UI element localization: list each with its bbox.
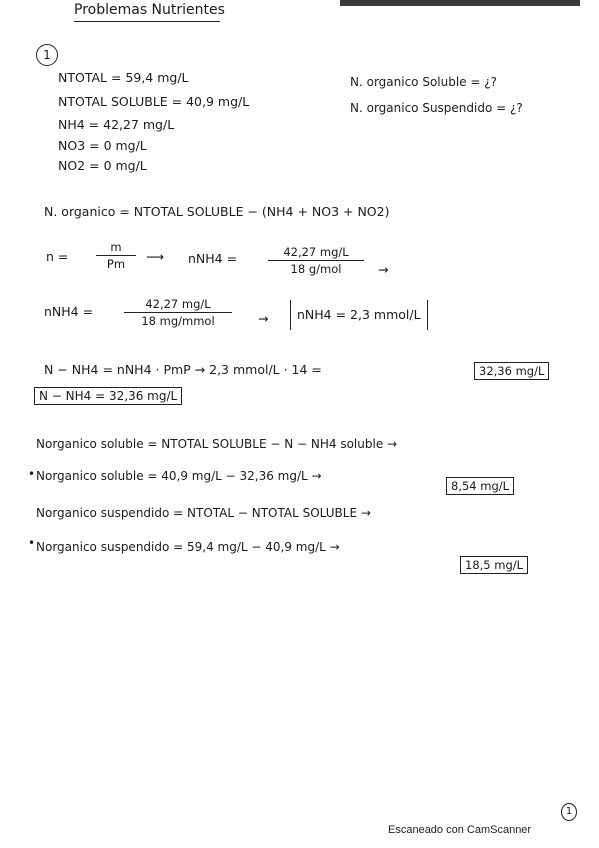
norg-formula: N. organico = NTOTAL SOLUBLE − (NH4 + NO3 + NO2) [44, 204, 390, 219]
arrow-3: → [258, 311, 269, 326]
nnh4-den: 18 g/mol [290, 262, 342, 276]
susp-calc: Norganico suspendido = 59,4 mg/L − 40,9 mg/L → [36, 540, 340, 554]
n-formula-fraction [96, 240, 136, 271]
nnh4-lhs: nNH4 = [188, 251, 238, 266]
given-ntotal: NTOTAL = 59,4 mg/L [58, 70, 189, 85]
given-ntotal-soluble: NTOTAL SOLUBLE = 40,9 mg/L [58, 94, 250, 109]
page-title: Problemas Nutrientes [74, 2, 225, 18]
n-nh4-value-box: 32,36 mg/L [474, 362, 549, 380]
question-soluble: N. organico Soluble = ¿? [350, 75, 497, 89]
scan-edge [340, 0, 580, 6]
arrow-2: → [378, 262, 389, 277]
n-formula-den: Pm [106, 257, 126, 271]
n-nh4-calc: N − NH4 = nNH4 · PmP → 2,3 mmol/L · 14 = [44, 362, 322, 377]
nnh4-fraction-2 [124, 297, 232, 328]
given-no2: NO2 = 0 mg/L [58, 158, 147, 173]
n-formula-lhs: n = [46, 249, 69, 264]
susp-formula: Norganico suspendido = NTOTAL − NTOTAL SOLUBLE → [36, 506, 371, 520]
sol-result-box: 8,54 mg/L [446, 477, 514, 495]
sol-calc: Norganico soluble = 40,9 mg/L − 32,36 mg/L → [36, 469, 322, 483]
nnh4-fraction [268, 245, 364, 276]
nnh4-num-2: 42,27 mg/L [124, 297, 232, 313]
n-formula-num: m [96, 240, 136, 256]
nnh4-result: nNH4 = 2,3 mmol/L [290, 300, 428, 330]
bullet-1: • [28, 467, 36, 481]
scanner-watermark: Escaneado con CamScanner [388, 824, 532, 836]
question-suspendido: N. organico Suspendido = ¿? [350, 101, 523, 115]
nnh4-den-2: 18 mg/mmol [141, 314, 215, 328]
page-number: 1 [561, 803, 577, 821]
nnh4-lhs-2: nNH4 = [44, 304, 94, 319]
n-nh4-result-box: N − NH4 = 32,36 mg/L [34, 387, 182, 405]
given-no3: NO3 = 0 mg/L [58, 138, 147, 153]
title-underline [74, 21, 220, 22]
nnh4-num: 42,27 mg/L [268, 245, 364, 261]
arrow-1: ⟶ [146, 249, 164, 264]
susp-result-box: 18,5 mg/L [460, 556, 528, 574]
problem-number: 1 [36, 44, 58, 66]
sol-formula: Norganico soluble = NTOTAL SOLUBLE − N − NH4 soluble → [36, 437, 398, 451]
bullet-2: • [28, 536, 36, 550]
given-nh4: NH4 = 42,27 mg/L [58, 117, 175, 132]
